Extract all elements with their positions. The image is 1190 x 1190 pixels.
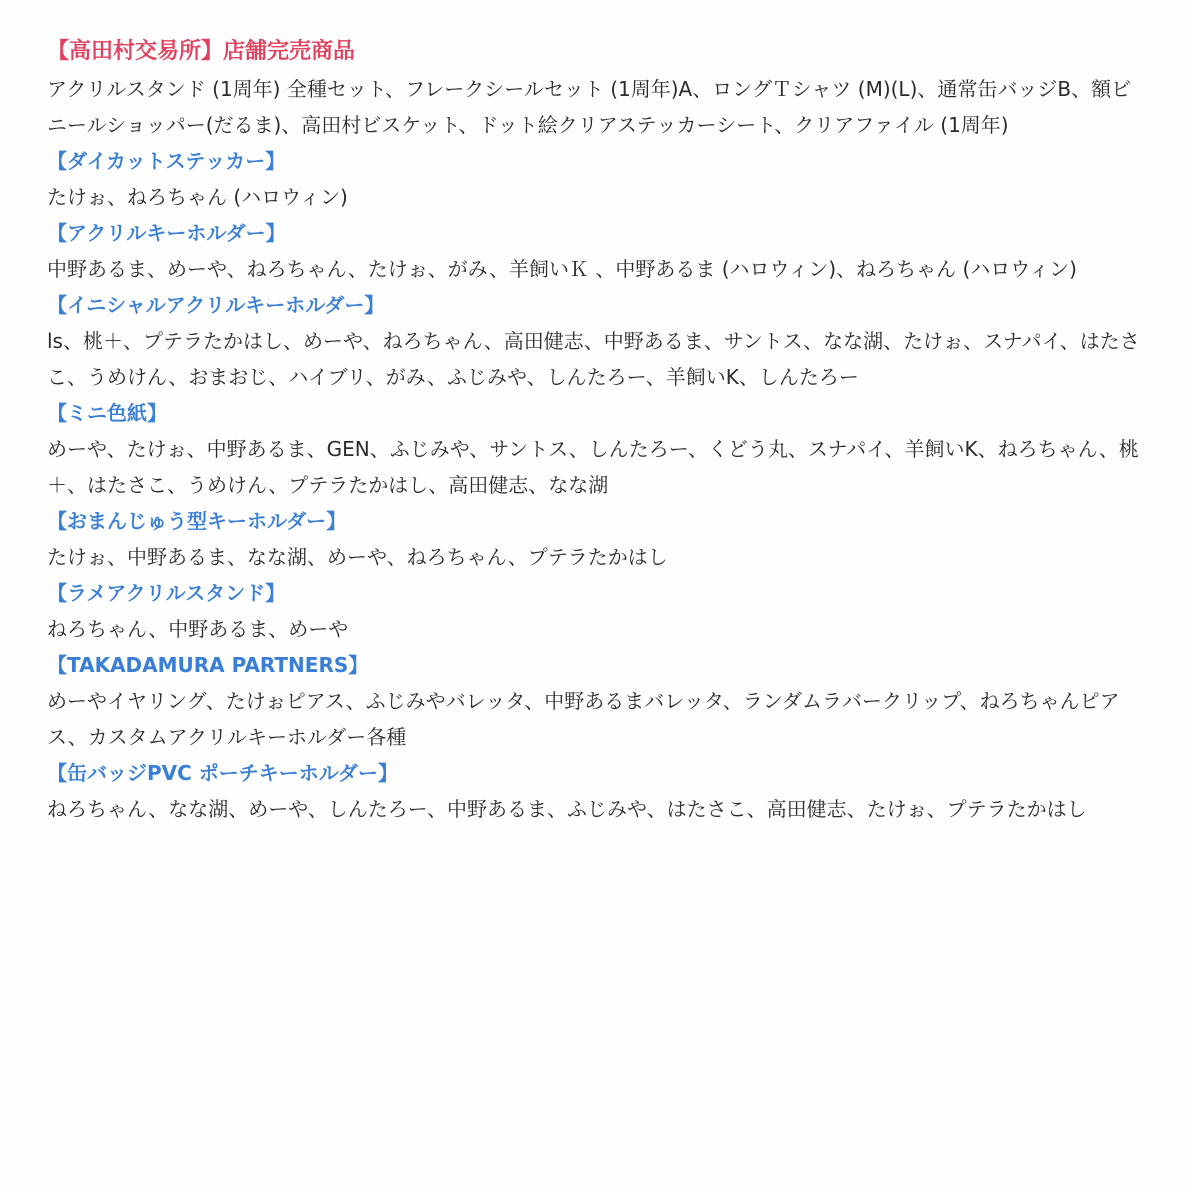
section-heading-die-cut-sticker: 【ダイカットステッカー】 [47, 149, 286, 173]
section-items-badge-pvc-pouch: ねろちゃん、なな湖、めーや、しんたろー、中野あるま、ふじみや、はたさこ、高田健志、たけぉ、プテラたかはし [47, 797, 1087, 821]
section-heading-initial-acrylic-keychain: 【イニシャルアクリルキーホルダー】 [47, 293, 385, 317]
section-heading-manju-keychain: 【おまんじゅう型キーホルダー】 [47, 509, 347, 533]
section-items-mini-shikishi: めーや、たけぉ、中野あるま、GEN、ふじみや、サントス、しんたろー、くどう丸、スナパイ、羊飼いK、ねろちゃん、桃＋、はたさこ、うめけん、プテラたかはし、高田健志、なな湖 [47, 437, 1139, 497]
section-items-initial-acrylic-keychain: ls、桃＋、プテラたかはし、めーや、ねろちゃん、高田健志、中野あるま、サントス、なな湖、たけぉ、スナパイ、はたさこ、うめけん、おまおじ、ハイブリ、がみ、ふじみや、しんたろー、羊飼いK、しんたろー [47, 329, 1140, 389]
section-heading-takadamura-partners: 【TAKADAMURA PARTNERS】 [47, 653, 369, 677]
intro-items: アクリルスタンド (1周年) 全種セット、フレークシールセット (1周年)A、ロングＴシャツ (M)(L)、通常缶バッジB、額ビニールショッパー(だるま)、高田村ビスケット、ドット絵クリアステッカーシート、クリアファイル (1周年) [47, 77, 1132, 137]
section-items-glitter-acrylic-stand: ねろちゃん、中野あるま、めーや [47, 617, 349, 641]
section-items-acrylic-keychain: 中野あるま、めーや、ねろちゃん、たけぉ、がみ、羊飼いＫ 、中野あるま (ハロウィン)、ねろちゃん (ハロウィン) [47, 257, 1077, 281]
page-title: 【高田村交易所】店舗完売商品 [47, 39, 356, 64]
section-items-manju-keychain: たけぉ、中野あるま、なな湖、めーや、ねろちゃん、プテラたかはし [47, 545, 668, 569]
section-items-takadamura-partners: めーやイヤリング、たけぉピアス、ふじみやバレッタ、中野あるまバレッタ、ランダムラバークリップ、ねろちゃんピアス、カスタムアクリルキーホルダー各種 [47, 689, 1120, 749]
sold-out-list [47, 33, 1147, 827]
section-heading-acrylic-keychain: 【アクリルキーホルダー】 [47, 221, 286, 245]
section-heading-badge-pvc-pouch: 【缶バッジPVC ポーチキーホルダー】 [47, 761, 398, 785]
section-heading-mini-shikishi: 【ミニ色紙】 [47, 401, 167, 425]
section-heading-glitter-acrylic-stand: 【ラメアクリルスタンド】 [47, 581, 286, 605]
section-items-die-cut-sticker: たけぉ、ねろちゃん (ハロウィン) [47, 185, 348, 209]
